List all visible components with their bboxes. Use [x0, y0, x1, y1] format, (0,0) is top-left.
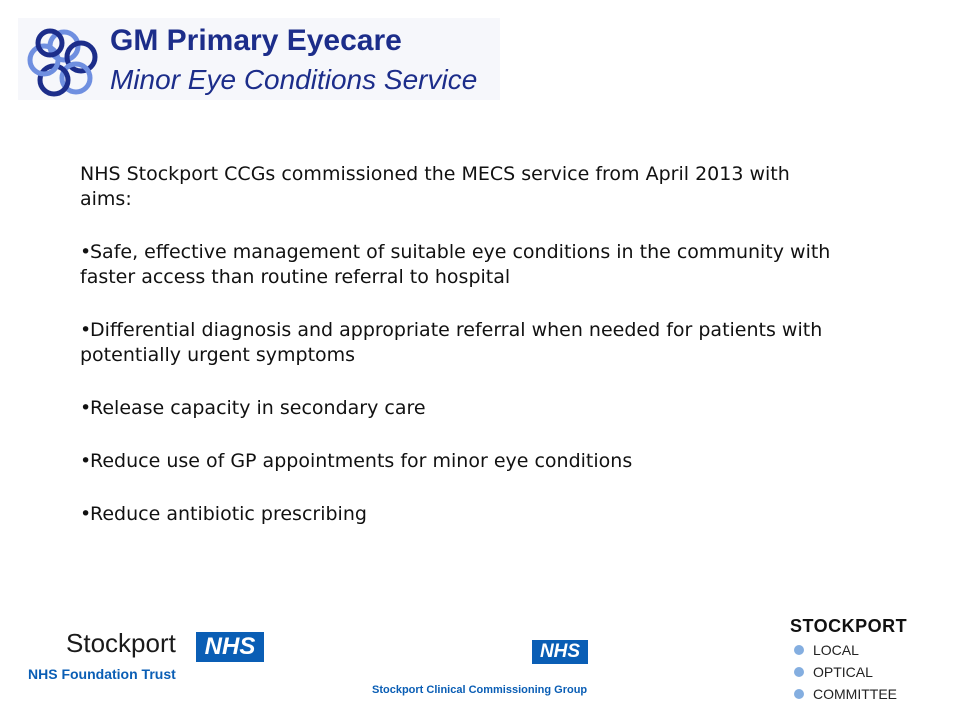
nhs-logo-icon: NHS	[532, 640, 588, 664]
loc-item-local	[794, 642, 859, 658]
bullet-icon: •	[80, 241, 92, 263]
nhs-logo-icon: NHS	[196, 632, 264, 662]
bullet-icon: •	[80, 450, 92, 472]
intro-text: NHS Stockport CCGs commissioned the MECS service from April 2013 with aims:	[80, 163, 790, 210]
loc-item-optical	[794, 664, 873, 680]
dot-icon	[794, 689, 804, 699]
header-subtitle: Minor Eye Conditions Service	[110, 64, 478, 95]
aim-item	[80, 449, 840, 474]
trust-subtitle: NHS Foundation Trust	[28, 666, 176, 682]
ccg-name: Stockport Clinical Commissioning Group	[372, 684, 588, 696]
stockport-loc-logo	[790, 616, 940, 706]
bullet-icon: •	[80, 397, 92, 419]
aim-text: Reduce antibiotic prescribing	[90, 503, 367, 525]
loc-title: STOCKPORT	[790, 616, 908, 636]
stockport-ccg-logo	[370, 638, 600, 698]
trust-name: Stockport	[66, 628, 176, 658]
aim-item	[80, 318, 840, 368]
aim-text: Release capacity in secondary care	[90, 397, 426, 419]
dot-icon	[794, 667, 804, 677]
aim-text: Safe, effective management of suitable eye conditions in the community with faster access than routine referral to hospital	[80, 241, 831, 288]
loc-item-committee	[794, 686, 897, 702]
aim-item	[80, 396, 840, 421]
loc-item-label: OPTICAL	[813, 664, 873, 680]
rings-logo-icon	[24, 24, 104, 104]
stockport-foundation-trust-logo	[26, 628, 276, 688]
dot-icon	[794, 645, 804, 655]
aim-item	[80, 502, 840, 527]
aim-text: Reduce use of GP appointments for minor eye conditions	[90, 450, 633, 472]
loc-item-label: LOCAL	[813, 642, 859, 658]
bullet-icon: •	[80, 319, 92, 341]
aim-item	[80, 240, 840, 290]
aim-text: Differential diagnosis and appropriate referral when needed for patients with potentially urgent symptoms	[80, 319, 823, 366]
slide-content	[80, 162, 840, 555]
bullet-icon: •	[80, 503, 92, 525]
gm-primary-eyecare-logo	[18, 18, 500, 100]
loc-item-label: COMMITTEE	[813, 686, 897, 702]
header-title: GM Primary Eyecare	[110, 24, 402, 57]
